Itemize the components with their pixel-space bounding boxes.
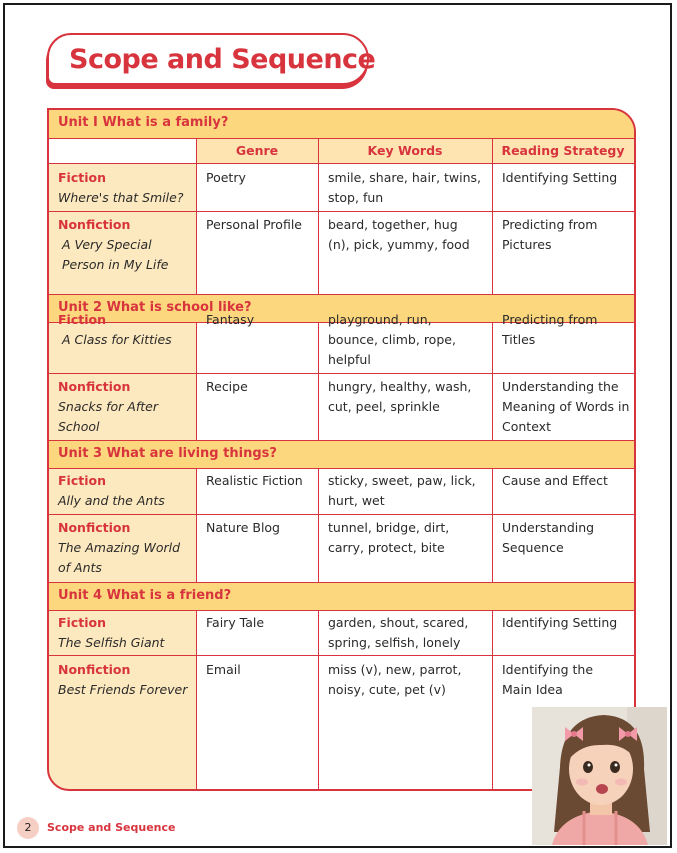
column-divider: [318, 611, 319, 791]
table-row-4-story: [58, 377, 158, 437]
table-row-5-story: [58, 471, 194, 511]
unit-header-1: [49, 110, 634, 139]
strategy-cell: Predicting from Pictures: [502, 217, 598, 252]
strategy-cell: Predicting from Titles: [502, 312, 598, 347]
page-number-badge: 2: [17, 817, 39, 839]
key-words-cell: garden, shout, scared, spring, selfish, lonely: [328, 615, 469, 650]
column-divider: [492, 469, 493, 582]
strategy-cell: Identifying Setting: [502, 615, 618, 630]
table-row-7-story: [58, 613, 194, 653]
story-title: Snacks for After School: [58, 399, 158, 434]
unit-label: Unit I What is a family?: [58, 115, 229, 130]
story-type: Fiction: [58, 615, 106, 630]
unit-label: Unit 3 What are living things?: [58, 446, 277, 461]
genre-cell: Poetry: [206, 170, 246, 185]
genre-cell: Personal Profile: [206, 217, 302, 232]
story-type: Nonfiction: [58, 379, 131, 394]
story-type: Nonfiction: [58, 662, 131, 677]
child-photo: [532, 707, 667, 845]
strategy-cell: Identifying the Main Idea: [502, 662, 594, 697]
story-title: Where's that Smile?: [58, 190, 184, 205]
column-divider: [318, 469, 319, 582]
footer-label: Scope and Sequence: [47, 821, 176, 834]
story-type: Fiction: [58, 312, 106, 327]
genre-cell: Fantasy: [206, 312, 255, 327]
row-divider: [49, 211, 634, 212]
column-divider: [318, 323, 319, 440]
page-title-banner: [47, 33, 376, 85]
strategy-cell: Identifying Setting: [502, 170, 618, 185]
column-divider: [196, 469, 197, 582]
key-words-cell: miss (v), new, parrot, noisy, cute, pet (v): [328, 662, 462, 697]
column-header-reading-strategy: Reading Strategy: [492, 139, 634, 164]
story-title: Ally and the Ants: [58, 493, 165, 508]
column-divider: [492, 323, 493, 440]
key-words-cell: hungry, healthy, wash, cut, peel, sprinkle: [328, 379, 472, 414]
table-row-6-story: [58, 518, 194, 578]
key-words-cell: tunnel, bridge, dirt, carry, protect, bite: [328, 520, 450, 555]
story-type: Fiction: [58, 170, 106, 185]
genre-cell: Email: [206, 662, 241, 677]
row-divider: [49, 373, 634, 374]
genre-cell: Fairy Tale: [206, 615, 265, 630]
strategy-cell: Understanding the Meaning of Words in Context: [502, 379, 630, 434]
column-divider: [492, 611, 493, 791]
blank-header-cell: [49, 139, 196, 164]
story-title: Best Friends Forever: [58, 682, 188, 697]
strategy-cell: Understanding Sequence: [502, 520, 595, 555]
key-words-cell: beard, together, hug (n), pick, yummy, food: [328, 217, 470, 252]
table-row-8-story: [58, 660, 194, 700]
story-type: Fiction: [58, 473, 106, 488]
table-row-1-story: [58, 168, 194, 208]
story-title: A Very Special Person in My Life: [62, 237, 169, 272]
page-title: Scope and Sequence: [69, 44, 376, 75]
genre-cell: Nature Blog: [206, 520, 280, 535]
strategy-cell: Cause and Effect: [502, 473, 608, 488]
row-divider: [49, 514, 634, 515]
column-divider: [318, 139, 319, 294]
key-words-cell: playground, run, bounce, climb, rope, helpful: [328, 312, 456, 367]
unit-label: Unit 4 What is a friend?: [58, 588, 232, 603]
table-row-2-story: [58, 215, 194, 275]
column-divider: [196, 323, 197, 440]
key-words-cell: sticky, sweet, paw, lick, hurt, wet: [328, 473, 476, 508]
story-title: The Selfish Giant: [58, 635, 165, 650]
unit-header-4: [49, 582, 634, 611]
column-divider: [196, 611, 197, 791]
table-row-3-story: [58, 310, 194, 350]
column-header-genre: Genre: [196, 139, 318, 164]
column-header-key-words: Key Words: [318, 139, 492, 164]
story-title: A Class for Kitties: [62, 332, 172, 347]
row-divider: [49, 655, 634, 656]
unit-label: Unit 2 What is school like?: [58, 300, 252, 315]
genre-cell: Recipe: [206, 379, 248, 394]
story-type: Nonfiction: [58, 520, 131, 535]
story-title: The Amazing World of Ants: [58, 540, 181, 575]
child-photo-illustration: [532, 707, 667, 845]
story-type: Nonfiction: [58, 217, 131, 232]
scope-sequence-table: [47, 108, 636, 791]
key-words-cell: smile, share, hair, twins, stop, fun: [328, 170, 482, 205]
column-divider: [196, 139, 197, 294]
genre-cell: Realistic Fiction: [206, 473, 303, 488]
unit-header-3: [49, 440, 634, 469]
column-divider: [492, 139, 493, 294]
